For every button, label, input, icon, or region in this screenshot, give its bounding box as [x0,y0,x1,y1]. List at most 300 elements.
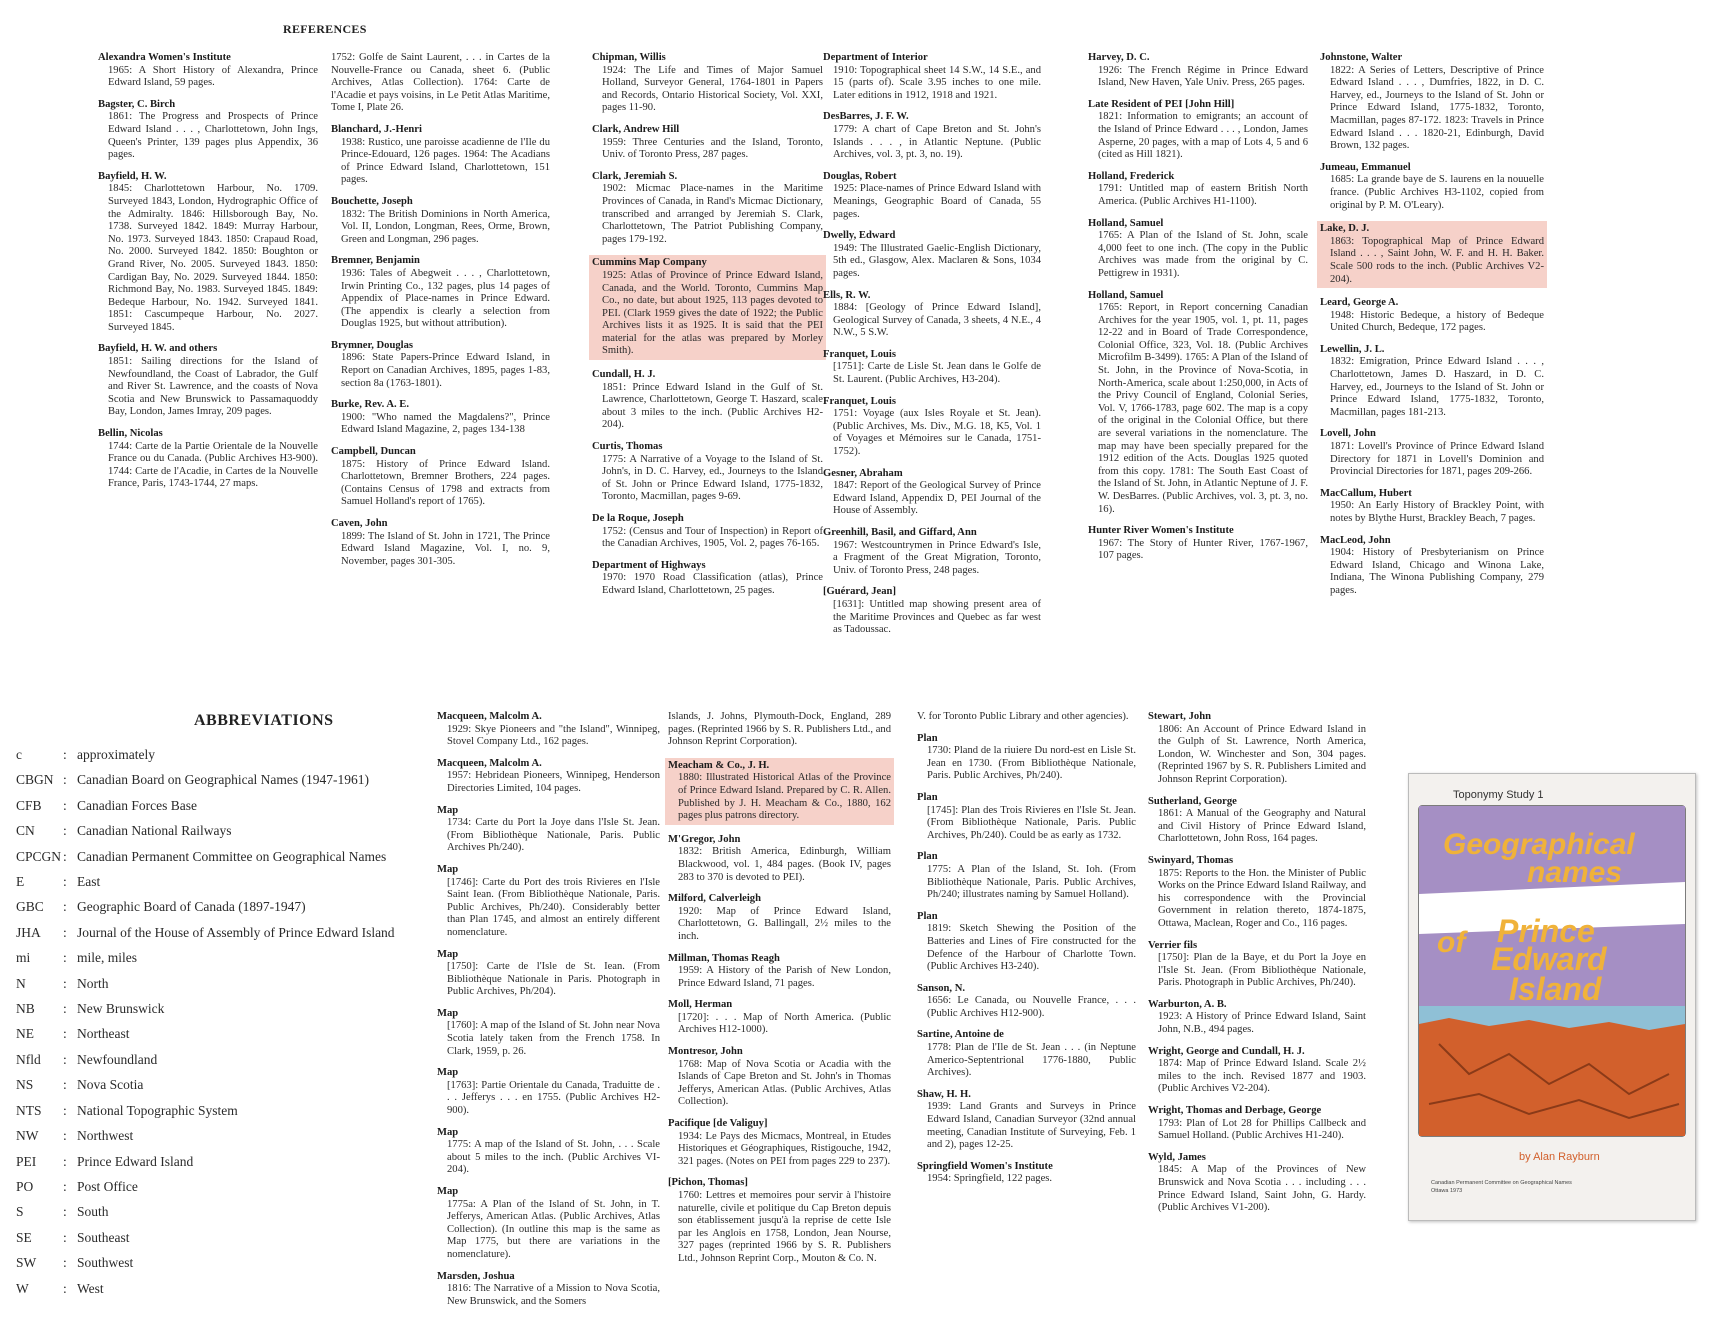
reference-description: [1763]: Partie Orientale du Canada, Traduitte de . . . Jefferys . . . en 1755. (Public Archives H2-900). [447,1079,660,1117]
abbreviation-row [16,1225,395,1250]
reference-description: 1851: Prince Edward Island in the Gulf of St. Lawrence, Charlottetown, George T. Haszard, scale about 3 miles to the inch. (Public Archives H2-204). [602,381,823,431]
abbreviation-code: S [16,1204,24,1220]
reference-description: 1851: Sailing directions for the Island of Newfoundland, the Coast of Labrador, the Gulf and River St. Lawrence, and the coasts of Nova Scotia and New Brunswick to Passamaquoddy Bay, London, James Imray, 209 pages. [108,356,318,418]
abbreviation-code: SE [16,1229,32,1245]
reference-description: V. for Toronto Public Library and other agencies). [917,711,1129,722]
abbreviation-row [16,1098,395,1123]
reference-description: 1938: Rustico, une paroisse acadienne de l'Ile du Prince-Edouard, 126 pages. 1964: The Acadians of Prince Edward Island, Charlottetown, 151 pages. [341,136,550,186]
abbreviation-code: CN [16,823,35,839]
abbreviation-meaning: Canadian Permanent Committee on Geographical Names [77,848,387,864]
reference-entry [823,230,1041,280]
reference-entry [331,52,550,115]
reference-description: 1861: A Manual of the Geography and Natural and Civil History of Prince Edward Island, Charlottetown, John Ross, 164 pages. [1158,808,1366,845]
abbreviation-separator: : [63,1077,67,1093]
abbreviation-code: N [16,975,26,991]
reference-description: 1923: A History of Prince Edward Island, Saint John, N.B., 494 pages. [1158,1011,1366,1036]
abbreviation-meaning: Northwest [77,1128,134,1144]
reference-entry [437,1271,660,1309]
reference-author: Greenhill, Basil, and Giffard, Ann [823,527,977,538]
reference-description: 1884: [Geology of Prince Edward Island], Geological Survey of Canada, 3 sheets, 4 N.E., 4 N.W., 5 S.W. [833,302,1041,339]
reference-description: 1875: History of Prince Edward Island. Charlottetown, Bremner Brothers, 224 pages. (Contains Census of 1798 and extracts from Samuel Holland's report of 1765). [341,458,550,508]
reference-author: MacLeod, John [1320,534,1391,546]
reference-author: Campbell, Duncan [331,446,416,458]
reference-author: Sartine, Antoine de [917,1029,1004,1041]
reference-author: Department of Highways [592,559,706,571]
reference-author: Macqueen, Malcolm A. [437,711,542,722]
reference-description: [1750]: Carte de l'Isle de St. Iean. (From Bibliothèque Nationale in Paris. Photograph in Public Archives, Ph/204). [447,961,660,998]
reference-entry [668,1046,891,1109]
reference-description: 1730: Pland de la riuiere Du nord-est en Lisle St. Jean en 1730. (From Bibliothèque Nationale, Paris. Public Archives, Ph/240). [927,745,1136,782]
reference-author: Sutherland, George [1148,795,1237,807]
abbreviation-separator: : [63,848,67,864]
reference-entry [437,1067,660,1117]
reference-description: 1910: Topographical sheet 14 S.W., 14 S.E., and 15 (parts of). Scale 3.95 inches to one mile. Later editions in 1912, 1918 and 1921. [833,64,1041,101]
reference-description: 1845: Charlottetown Harbour, No. 1709. Surveyed 1843, London, Hydrographic Office of the Admiralty. 1846: Hillsborough Bay, No. 1738. Surveyed 1842. 1849: Murray Harbour, No. 1973. Surveyed 1843. 1850: Crapaud Road, No. 2000. Surveyed 1842. 1850: Boughton or Grand River, No. 2005. Surveyed 1843. 1850: Cardigan Bay, No. 2029. Surveyed 1844. 1850: Richmond Bay, No. 1983. Surveyed 1845. 1849: Bedeque Harbour, No. 1942. Surveyed 1841. 1851: Cascumpeque Harbour, No. 2027. Surveyed 1845. [108,183,318,333]
reference-entry [917,1029,1136,1079]
abbreviation-separator: : [63,1001,67,1017]
abbreviation-row [16,1250,395,1275]
cover-title-line3: Prince [1497,913,1595,949]
reference-entry [98,99,318,162]
reference-entry-highlighted [665,758,894,825]
reference-author: DesBarres, J. F. W. [823,111,909,123]
reference-description: 1874: Map of Prince Edward Island. Scale 2½ miles to the inch. Revised 1877 and 1903. (Public Archives V2-204). [1158,1058,1366,1095]
reference-description: [1751]: Carte de Lisle St. Jean dans le Golfe de St. Laurent. (Public Archives, H3-204). [833,361,1041,386]
reference-description: 1959: Three Centuries and the Island, Toronto, Univ. of Toronto Press, 287 pages. [602,136,823,161]
abbreviation-row [16,1199,395,1224]
reference-author: Caven, John [331,518,388,529]
reference-column [331,52,550,577]
reference-author: Chipman, Willis [592,52,666,63]
reference-description: 1959: A History of the Parish of New London, Prince Edward Island, 71 pages. [678,965,891,989]
reference-description: 1967: The Story of Hunter River, 1767-1967, 107 pages. [1098,537,1308,562]
abbreviation-code: NTS [16,1102,42,1118]
reference-entry [1320,162,1544,212]
reference-entry [917,711,1136,724]
reference-author: Bouchette, Joseph [331,195,413,207]
reference-description: [1760]: A map of the Island of St. John near Nova Scotia lately taken from the French 1758. In Clark, 1959, p. 26. [447,1020,660,1057]
reference-description: 1656: Le Canada, ou Nouvelle France, . . . (Public Archives H12-900). [927,995,1136,1019]
reference-entry [592,171,823,247]
reference-column [592,52,823,607]
reference-author: Plan [917,791,938,803]
reference-column [1320,52,1544,607]
abbreviation-meaning: Northeast [77,1026,130,1042]
reference-entry [331,446,550,509]
reference-description: 1778: Plan de l'Ile de St. Jean . . . (in Neptune Americo-Septentrional 1776-1880, Public Archives). [927,1042,1136,1079]
reference-description: [1631]: Untitled map showing present area of the Maritime Provinces and Quebec as far west as Tadoussac. [833,598,1041,636]
reference-description: 1950: An Early History of Brackley Point, with notes by Blythe Hurst, Brackley Beach, 7 pages. [1330,500,1544,524]
abbreviation-code: c [16,747,22,762]
reference-column [437,711,660,1317]
reference-description: 1925: Atlas of Province of Prince Edward Island, Canada, and the World. Toronto, Cummins Map Co., no date, but about 1925, 113 pages devoted to PEI. (Clark 1959 gives the date of 1922; the Public Archives lists it as 1925. It is said that the PEI material for the atlas was prepared by Morley Smith). [602,269,823,357]
book-cover [1408,773,1696,1221]
reference-entry [1320,488,1544,526]
reference-entry [437,758,660,796]
reference-entry [917,1161,1136,1186]
reference-author: Marsden, Joshua [437,1270,515,1282]
reference-description: 1765: Report, in Report concerning Canadian Archives for the year 1905, vol. 1, pt. 11, pages 12-22 and in Board of Trade Correspondence, Colonial Office, 323, Vol. 18. (Public Archives Microfilm B-3499). 1765: A Plan of the Island of St. John, in the Province of Nova-Scotia, in North-America, scale about 1:250,000, in Acts of the Privy Council of England, Colonial Series, Vol. V, 1766-1783, page 602. The map is a copy of the original in the Colonial Office, but there are several variations in the nomenclature. The map may have been specially prepared for the 1912 edition of the Acts. Douglas 1925 quoted from this copy. 1781: The South East Coast of the Island of St. John, in Atlantic Neptune of J. F. W. DesBarres. (Public Archives, vol. 3, pt. 3, no. 16). [1098,302,1308,515]
reference-author: Dwelly, Edward [823,230,896,242]
reference-author: Milford, Calverleigh [668,893,761,905]
abbreviation-row [16,894,395,919]
reference-author: Lewellin, J. L. [1320,343,1385,355]
reference-entry [1088,99,1308,162]
abbreviation-row [16,1123,395,1148]
abbreviation-meaning: Journal of the House of Assembly of Prince Edward Island [77,924,395,940]
reference-author: Bremner, Benjamin [331,255,420,267]
reference-author: Plan [917,732,938,744]
abbreviation-meaning: Southeast [77,1229,130,1245]
reference-author: Douglas, Robert [823,170,897,182]
abbreviation-row [16,1149,395,1174]
reference-entry [823,527,1041,577]
reference-entry [1148,855,1366,931]
reference-description: 1845: A Map of the Provinces of New Brunswick and Nova Scotia . . . including . . . Prince Edward Island, Saint John, G. Hardy. (Public Archives V1-200). [1158,1164,1366,1214]
reference-author: Holland, Frederick [1088,170,1175,182]
reference-author: Swinyard, Thomas [1148,854,1234,866]
reference-author: Plan [917,910,938,922]
reference-entry [437,949,660,999]
reference-entry [98,428,318,491]
reference-description: 1949: The Illustrated Gaelic-English Dictionary, 5th ed., Glasgow, Alex. Maclaren & Sons, 1034 pages. [833,242,1041,279]
reference-description: 1920: Map of Prince Edward Island, Charlottetown, G. Ballingall, 2½ miles to the inch. [678,905,891,942]
reference-author: Moll, Herman [668,999,733,1011]
reference-description: 1752: Golfe de Saint Laurent, . . . in Cartes de la Nouvelle-France ou Canada, sheet 6. (Public Archives, Atlas Collection). 1764: Carte de l'Acadie et pays voisins, in Le Petit Atlas Maritime, Tome I, Plate 26. [331,52,550,114]
reference-author: Verrier fils [1148,939,1198,951]
reference-description: 1775a: A Plan of the Island of St. John, in T. Jefferys, American Atlas. (Public Archives, Atlas Collection). (In outline this map is the same as Map 1775, but there are variations in the nomenclature). [447,1198,660,1260]
abbreviation-meaning: Newfoundland [77,1051,158,1067]
abbreviation-row [16,1072,395,1097]
reference-entry [437,1008,660,1058]
reference-author: Bellin, Nicolas [98,428,163,440]
abbreviation-row [16,1047,395,1072]
abbreviation-separator: : [63,1128,67,1144]
reference-author: Franquet, Louis [823,395,896,407]
reference-column [917,711,1136,1195]
abbreviation-meaning: Canadian National Railways [77,823,232,839]
reference-description: 1832: Emigration, Prince Edward Island . . . , Charlottetown, James D. Haszard, in D. C. Harvey, ed., Journeys to the Island of St. John or Prince Edward Island, 1775-1832, Toronto, Macmillan, pages 181-213. [1330,356,1544,418]
reference-author: Wyld, James [1148,1151,1206,1163]
abbreviation-code: CBGN [16,772,54,788]
abbreviation-separator: : [63,772,67,788]
reference-author: [Guérard, Jean] [823,586,896,598]
reference-description: 1939: Land Grants and Surveys in Prince Edward Island, Canadian Surveyor (32nd annual meeting, Canadian Institute of Surveying, Feb. 1 and 2), pages 12-25. [927,1101,1136,1151]
reference-entry [437,864,660,940]
reference-author: Plan [917,851,938,863]
reference-entry [592,369,823,432]
reference-description: 1934: Le Pays des Micmacs, Montreal, in Etudes Historiques et Géographiques, Ristigouche, 1942, 321 pages. (Notes on PEI from pages 229 to 237). [678,1130,891,1167]
abbreviation-meaning: approximately [77,747,155,762]
reference-entry [1320,344,1544,420]
abbreviation-meaning: East [77,874,101,890]
reference-author: Bayfield, H. W. [98,170,167,182]
reference-description: 1779: A chart of Cape Breton and St. John's Islands . . . , in Atlantic Neptune. (Public Archives, vol. 3, pt. 3, no. 19). [833,123,1041,161]
reference-entry-highlighted [1317,221,1547,288]
reference-column [98,52,318,500]
reference-author: Brymner, Douglas [331,339,414,351]
reference-author: Jumeau, Emmanuel [1320,161,1411,173]
reference-entry [98,343,318,419]
reference-entry [1148,1152,1366,1215]
abbreviation-meaning: National Topographic System [77,1102,238,1118]
reference-author: Warburton, A. B. [1148,998,1227,1010]
abbreviation-row [16,1021,395,1046]
reference-author: Gesner, Abraham [823,467,903,479]
reference-author: Map [437,1186,459,1197]
reference-author: [Pichon, Thomas] [668,1177,748,1189]
reference-description: 1871: Lovell's Province of Prince Edward Island Directory for 1871 in Lovell's Dominion and Provincial Directories for 1871, pages 209-266. [1330,441,1544,478]
abbreviation-code: NW [16,1128,39,1144]
abbreviation-separator: : [63,1178,67,1194]
reference-column [668,711,891,1275]
reference-entry [1148,796,1366,846]
reference-column [823,52,1041,646]
abbreviation-meaning: Southwest [77,1255,134,1271]
abbreviation-meaning: Nova Scotia [77,1077,144,1093]
abbreviations-title: ABBREVIATIONS [194,712,334,729]
reference-description: [1750]: Plan de la Baye, et du Port la Joye en l'Isle St. Jean. (From Bibliothèque Nationale, Paris. Photograph in Public Archives, Ph/240). [1158,952,1366,989]
reference-entry [823,171,1041,221]
abbreviation-code: PO [16,1178,34,1194]
reference-author: Sanson, N. [917,982,965,994]
reference-author: Late Resident of PEI [John Hill] [1088,98,1235,110]
reference-entry [98,171,318,335]
abbreviation-meaning: West [77,1280,104,1296]
abbreviation-code: PEI [16,1153,37,1169]
reference-author: Harvey, D. C. [1088,52,1150,63]
abbreviation-meaning: Canadian Forces Base [77,797,197,813]
abbreviation-row [16,793,395,818]
abbreviation-separator: : [63,1026,67,1042]
reference-author: Johnstone, Walter [1320,52,1403,63]
reference-description: 1899: The Island of St. John in 1721, The Prince Edward Island Magazine, Vol. I, no. 9, November, pages 301-305. [341,530,550,567]
reference-entry [331,196,550,246]
reference-author: Hunter River Women's Institute [1088,525,1234,537]
cover-publisher: Canadian Permanent Committee on Geographical Names [1431,1180,1572,1186]
abbreviation-meaning: Post Office [77,1178,138,1194]
reference-author: Leard, George A. [1320,297,1399,309]
reference-entry [1088,525,1308,563]
reference-description: 1847: Report of the Geological Survey of Prince Edward Island, Appendix D, PEI Journal of the House of Assembly. [833,480,1041,517]
reference-description: 1752: (Census and Tour of Inspection) in Report of the Canadian Archives, 1905, Vol. 2, pages 76-165. [602,525,823,550]
reference-description: 1896: State Papers-Prince Edward Island, in Report on Canadian Archives, 1895, pages 1-83, section 8a (1763-1801). [341,352,550,389]
reference-entry [917,911,1136,974]
abbreviation-code: Nfld [16,1051,41,1067]
abbreviation-code: NB [16,1001,35,1017]
abbreviation-separator: : [63,1280,67,1296]
reference-description: 1967: Westcountrymen in Prince Edward's Isle, a Fragment of the Great Migration, Toronto, Univ. of Toronto Press, 248 pages. [833,539,1041,576]
abbreviation-separator: : [63,1153,67,1169]
cover-title-line5: Island [1509,971,1602,1007]
reference-description: 1900: "Who named the Magdalens?", Prince Edward Island Magazine, 2, pages 134-138 [341,411,550,436]
reference-author: Bagster, C. Birch [98,98,176,110]
reference-column [1088,52,1308,572]
abbreviation-code: mi [16,950,31,966]
reference-author: Department of Interior [823,52,928,63]
reference-author: Lovell, John [1320,428,1376,440]
abbreviation-code: SW [16,1255,37,1271]
abbreviation-code: E [16,874,25,890]
reference-description: 1926: The French Régime in Prince Edward Island, New Haven, Yale Univ. Press, 265 pages. [1098,64,1308,89]
reference-description: 1948: Historic Bedeque, a history of Bedeque United Church, Bedeque, 172 pages. [1330,309,1544,334]
reference-description: 1957: Hebridean Pioneers, Winnipeg, Henderson Directories Limited, 104 pages. [447,770,660,794]
cover-title-line1: Geographical [1443,828,1635,861]
cover-cliffs [1419,1018,1685,1136]
abbreviation-code: GBC [16,899,44,915]
abbreviation-row [16,945,395,970]
reference-author: De la Roque, Joseph [592,513,684,524]
reference-author: Wright, George and Cundall, H. J. [1148,1045,1305,1057]
reference-description: 1832: British America, Edinburgh, William Blackwood, vol. 1, 484 pages. (Book IV, pages 283 to 370 is devoted to PEI). [678,846,891,883]
reference-entry [437,711,660,749]
reference-entry [668,953,891,991]
reference-description: [1720]: . . . Map of North America. (Public Archives H12-1000). [678,1011,891,1036]
reference-author: Alexandra Women's Institute [98,52,231,63]
reference-description: [1745]: Plan des Trois Rivieres en l'Isle St. Jean. (From Bibliothèque Nationale, Paris. Public Archives, Ph/240). Could be as early as 1732. [927,804,1136,841]
reference-author: Meacham & Co., J. H. [668,759,770,771]
reference-description: 1902: Micmac Place-names in the Maritime Provinces of Canada, in Rand's Micmac Dictionary, transcribed and arranged by Jeremiah S. Clark, Charlottetown, The Patriot Publishing Company, pages 179-192. [602,183,823,245]
abbreviation-separator: : [63,1102,67,1118]
reference-author: Clark, Jeremiah S. [592,170,678,182]
reference-entry [823,111,1041,161]
reference-description: 1806: An Account of Prince Edward Island in the Gulph of St. Lawrence, North America, London, W. Winchester and Son, 304 pages. (Reprinted 1967 by S. R. Publishers Limited and Johnson Reprint Corporation). [1158,723,1366,785]
reference-entry [331,399,550,437]
abbreviation-meaning: Canadian Board on Geographical Names (1947-1961) [77,772,370,788]
reference-author: Map [437,863,459,875]
reference-description: 1744: Carte de la Partie Orientale de la Nouvelle France ou du Canada. (Public Archives H3-900). 1744: Carte de l'Acadie, in Cartes de la Nouvelle France, Paris, 1743-1744, 27 maps. [108,440,318,490]
reference-entry [592,513,823,551]
abbreviation-separator: : [63,899,67,915]
reference-entry [1320,297,1544,335]
reference-entry [437,1186,660,1262]
reference-entry [1088,171,1308,209]
reference-description: 1954: Springfield, 122 pages. [927,1173,1053,1185]
reference-entry [823,349,1041,387]
reference-author: Map [437,948,459,960]
abbreviation-code: CFB [16,797,42,813]
reference-entry [668,893,891,943]
reference-description: Islands, J. Johns, Plymouth-Dock, England, 289 pages. (Reprinted 1966 by S. R. Publishers Ltd., and Johnson Reprint Corporation). [668,711,891,748]
reference-description: 1970: 1970 Road Classification (atlas), Prince Edward Island, Charlottetown, 25 pages. [602,572,823,596]
reference-author: Stewart, John [1148,711,1211,722]
reference-author: Shaw, H. H. [917,1088,971,1100]
abbreviation-meaning: Geographic Board of Canada (1897-1947) [77,899,306,915]
reference-entry [1148,1105,1366,1143]
cover-series: Toponymy Study 1 [1453,789,1544,801]
abbreviation-separator: : [63,975,67,991]
reference-author: M'Gregor, John [668,833,741,845]
reference-entry [437,805,660,855]
abbreviation-meaning: South [77,1204,109,1220]
abbreviation-row [16,996,395,1021]
reference-entry [592,52,823,115]
reference-description: 1775: A Plan of the Island, St. Ioh. (From Bibliothèque Nationale, Paris. Public Archives, Ph/240; illustrates naming by Samuel Holland). [927,863,1136,901]
reference-entry [1320,535,1544,598]
abbreviation-code: NE [16,1026,34,1042]
abbreviation-meaning: Prince Edward Island [77,1153,194,1169]
reference-description: 1765: A Plan of the Island of St. John, scale 4,000 feet to one inch. (The copy in the Public Archives was made from the original by C. Pettigrew in 1931). [1098,230,1308,279]
reference-description: 1875: Reports to the Hon. the Minister of Public Works on the Prince Edward Island Railway, and his correspondence with the Provincial Government in relation thereto, 1874-1875, Ottawa, Maclean, Roger and Co., 116 pages. [1158,867,1366,929]
reference-description: 1965: A Short History of Alexandra, Prince Edward Island, 59 pages. [108,64,318,89]
reference-author: Springfield Women's Institute [917,1160,1053,1172]
abbreviation-meaning: North [77,975,109,991]
reference-entry [1088,290,1308,517]
reference-description: 1904: History of Presbyterianism on Prince Edward Island, Chicago and Winona Lake, Indiana, The Winona Publishing Company, 279 pages. [1330,547,1544,596]
reference-entry [917,733,1136,783]
reference-entry [668,999,891,1037]
reference-entry [823,396,1041,459]
references-title: REFERENCES [283,22,367,36]
reference-description: 1734: Carte du Port la Joye dans l'Isle St. Jean. (From Bibliothèque Nationale, Paris. Public Archives Ph/240). [447,817,660,854]
reference-column [1148,711,1366,1224]
reference-entry [331,518,550,568]
reference-author: Map [437,1067,459,1079]
reference-entry [1148,940,1366,990]
reference-entry [823,586,1041,636]
reference-author: Cummins Map Company [592,257,707,269]
reference-description: 1929: Skye Pioneers and "the Island", Winnipeg, Stovel Company Ltd., 162 pages. [447,723,660,748]
reference-author: Map [437,804,459,816]
abbreviation-row [16,818,395,843]
reference-author: Cundall, H. J. [592,369,656,381]
abbreviation-row [16,920,395,945]
reference-entry [592,560,823,598]
reference-entry [1320,52,1544,153]
book-cover-art [1409,774,1695,1220]
abbreviations-list [16,742,395,1301]
reference-author: Clark, Andrew Hill [592,123,680,135]
reference-entry [668,711,891,749]
cover-title-line2: names [1527,856,1623,889]
reference-entry [823,52,1041,102]
abbreviation-row [16,869,395,894]
abbreviation-separator: : [63,874,67,890]
reference-entry [823,290,1041,340]
cover-publisher-year: Ottawa 1973 [1431,1188,1463,1194]
abbreviation-code: NS [16,1077,34,1093]
abbreviation-row [16,742,395,767]
reference-description: 1936: Tales of Abegweit . . . , Charlottetown, Irwin Printing Co., 132 pages, plus 14 pages of Appendix of Place-names in Prince Edward. (The appendix is clearly a selection from Douglas 1925, but without attribution). [341,267,550,330]
reference-author: Map [437,1007,459,1019]
reference-description: 1791: Untitled map of eastern British North America. (Public Archives H1-1100). [1098,183,1308,207]
abbreviation-code: W [16,1280,29,1296]
abbreviation-separator: : [63,797,67,813]
reference-description: 1832: The British Dominions in North America, Vol. II, London, Longman, Rees, Orme, Brown, Green and Longman, 296 pages. [341,208,550,245]
abbreviation-row [16,1174,395,1199]
reference-description: 1793: Plan of Lot 28 for Phillips Callbeck and Samuel Holland. (Public Archives H1-240). [1158,1117,1366,1142]
abbreviation-separator: : [63,1255,67,1271]
reference-author: Lake, D. J. [1320,223,1370,235]
reference-description: 1822: A Series of Letters, Descriptive of Prince Edward Island . . . , Dumfries, 1822, in D. C. Harvey, ed., Journeys to the Island of St. John or Prince Edward Island, 1775-1832, Toronto, Macmillan, pages 87-172. 1823: Travels in Prince Edward Island . . . 1820-21, Edinburgh, David Brown, 132 pages. [1330,64,1544,152]
reference-author: Burke, Rev. A. E. [331,399,409,411]
reference-description: 1775: A map of the Island of St. John, . . . Scale about 5 miles to the inch. (Public Archives VI-204). [447,1139,660,1176]
reference-entry-highlighted [589,255,826,360]
reference-entry [917,983,1136,1021]
reference-description: [1746]: Carte du Port des trois Rivieres en l'Isle Saint Iean. (From Bibliothèque Nationale, Paris. Public Archives, Ph/240). Considerably better than Plan 1745, and almost an entirely different nomenclature. [447,876,660,938]
reference-author: Blanchard, J.-Henri [331,123,422,135]
abbreviation-separator: : [63,747,67,762]
reference-author: Macqueen, Malcolm A. [437,757,542,769]
reference-entry [1148,711,1366,787]
abbreviation-separator: : [63,1204,67,1220]
abbreviation-row [16,767,395,792]
reference-description: 1821: Information to emigrants; an account of the Island of Prince Edward . . . , London, James Asperne, 20 pages, with a map of Lots 4, 5 and 6 (cited as Hill 1821). [1098,111,1308,161]
reference-entry [668,1118,891,1168]
reference-author: Wright, Thomas and Derbage, George [1148,1105,1322,1117]
reference-entry [1320,428,1544,478]
reference-author: Pacifique [de Valiguy] [668,1118,768,1130]
